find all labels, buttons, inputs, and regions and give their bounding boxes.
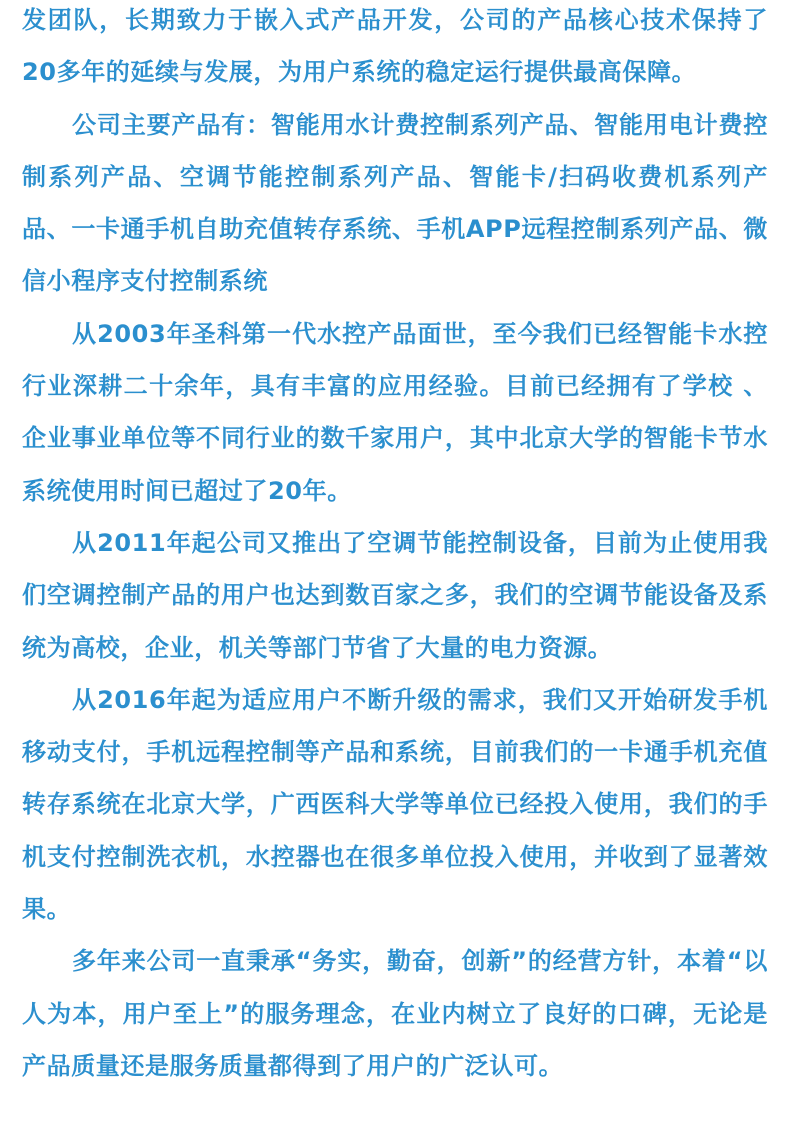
paragraph-air-conditioning: 从2011年起公司又推出了空调节能控制设备，目前为止使用我们空调控制产品的用户也达到数百家之多，我们的空调节能设备及系统为高校，企业，机关等部门节省了大量的电力资源。 (22, 528, 768, 662)
paragraph-mobile-payment: 从2016年起为适应用户不断升级的需求，我们又开始研发手机移动支付，手机远程控制等产品和系统，目前我们的一卡通手机充值转存系统在北京大学，广西医科大学等单位已经投入使用，我们的手机支付控制洗衣机，水控器也在很多单位投入使用，并收到了显著效果。 (22, 685, 768, 924)
paragraph-water-control-history: 从2003年圣科第一代水控产品面世，至今我们已经智能卡水控行业深耕二十余年，具有丰富的应用经验。目前已经拥有了学校 、企业事业单位等不同行业的数千家用户，其中北京大学的智能卡节水系统使用时间已超过了20年。 (22, 319, 768, 505)
company-intro-article (22, 0, 768, 1092)
paragraph-main-products: 公司主要产品有：智能用水计费控制系列产品、智能用电计费控制系列产品、空调节能控制系列产品、智能卡/扫码收费机系列产品、一卡通手机自助充值转存系统、手机APP远程控制系列产品、微信小程序支付控制系统 (22, 110, 768, 296)
paragraph-team-continuation: 发团队，长期致力于嵌入式产品开发，公司的产品核心技术保持了20多年的延续与发展，为用户系统的稳定运行提供最高保障。 (22, 6, 768, 87)
paragraph-service-philosophy: 多年来公司一直秉承“务实，勤奋，创新”的经营方针，本着“以人为本，用户至上”的服务理念，在业内树立了良好的口碑，无论是产品质量还是服务质量都得到了用户的广泛认可。 (22, 947, 768, 1080)
